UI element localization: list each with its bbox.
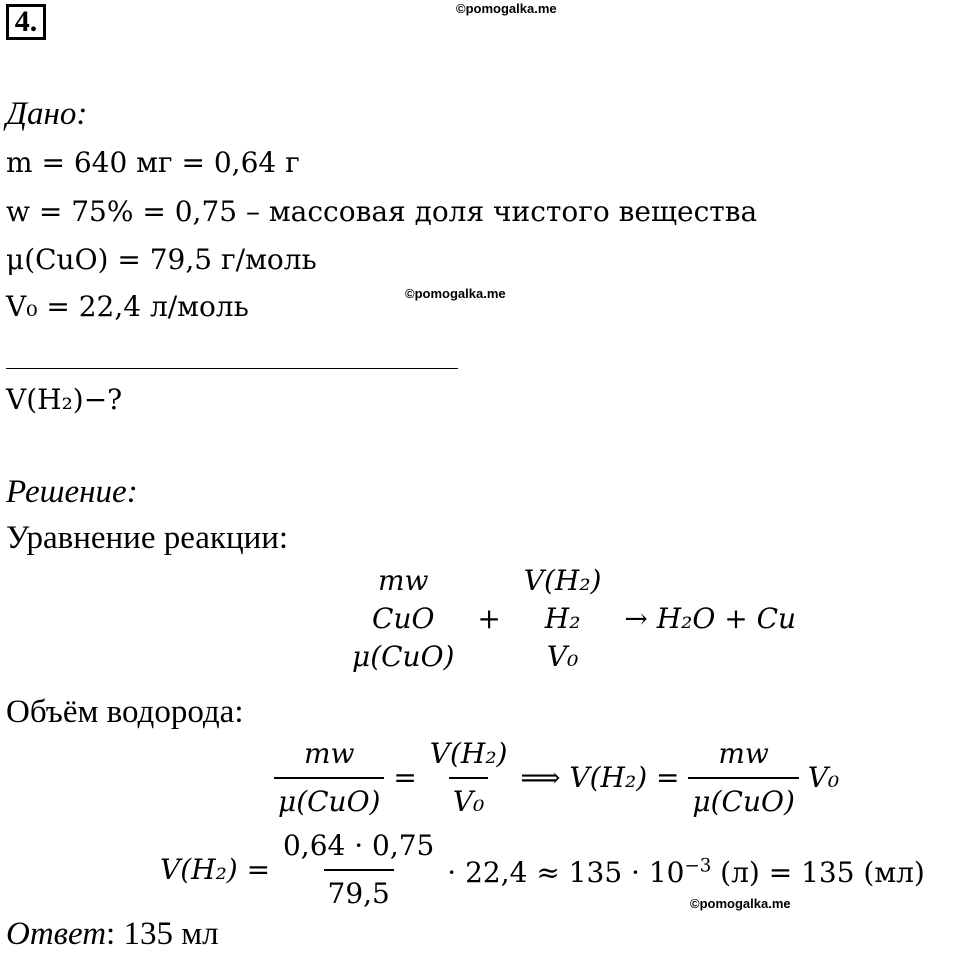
cuo-above: mw: [377, 564, 429, 597]
reaction-products: → H₂O + Cu: [624, 602, 797, 635]
reaction-equation: [352, 562, 796, 676]
h2-below: V₀: [546, 640, 579, 673]
answer-label: Ответ: [6, 916, 107, 952]
proportion-num-1: mw: [303, 737, 355, 770]
cuo-below: μ(CuO): [352, 640, 455, 673]
given-divider: [6, 368, 458, 369]
watermark-bottom: ©pomogalka.me: [690, 896, 791, 911]
reaction-plus: +: [477, 602, 501, 635]
calc-units: (л) = 135 (мл): [711, 856, 925, 890]
proportion-formula: [274, 734, 839, 822]
proportion-implies: ⟹ V(H₂) =: [520, 761, 680, 794]
answer-value: : 135 мл: [106, 916, 219, 952]
given-mass-fraction: w = 75% = 0,75 – массовая доля чистого вещества: [6, 195, 758, 228]
h2-formula: H₂: [544, 602, 581, 635]
calc-exponent: −3: [684, 855, 712, 877]
given-label: Дано:: [6, 96, 88, 132]
calc-rest: · $22,4 \approx 135 \cdot 10^{-3}$ (л) = 135 (мл): [447, 855, 925, 890]
watermark-middle: ©pomogalka.me: [405, 286, 506, 301]
problem-number: 4.: [6, 4, 46, 40]
calc-numerator: 0,64 · 0,75: [282, 829, 435, 862]
calc-lhs: V(H₂) =: [160, 853, 271, 886]
proportion-num-3: mw: [718, 737, 769, 770]
given-molar-volume: V₀ = 22,4 л/моль: [6, 290, 249, 323]
calculation-formula: [160, 826, 925, 914]
given-molar-mass: μ(CuO) = 79,5 г/моль: [6, 243, 317, 276]
proportion-equals: =: [393, 761, 417, 794]
watermark-top: ©pomogalka.me: [456, 1, 557, 16]
solution-label: Решение:: [6, 474, 138, 510]
find-value: V(H₂)−?: [6, 383, 123, 416]
answer-line: [6, 914, 219, 954]
reaction-title: Уравнение реакции:: [6, 520, 289, 556]
proportion-den-2: V₀: [449, 777, 488, 822]
cuo-formula: CuO: [372, 602, 435, 635]
proportion-den-1: μ(CuO): [274, 777, 384, 822]
h2-above: V(H₂): [523, 564, 602, 597]
proportion-num-2: V(H₂): [429, 737, 508, 770]
proportion-den-3: μ(CuO): [688, 777, 798, 822]
calc-denominator: 79,5: [324, 869, 394, 914]
proportion-tail: V₀: [807, 761, 840, 794]
given-mass: m = 640 мг = 0,64 г: [6, 146, 300, 179]
volume-title: Объём водорода:: [6, 694, 244, 730]
